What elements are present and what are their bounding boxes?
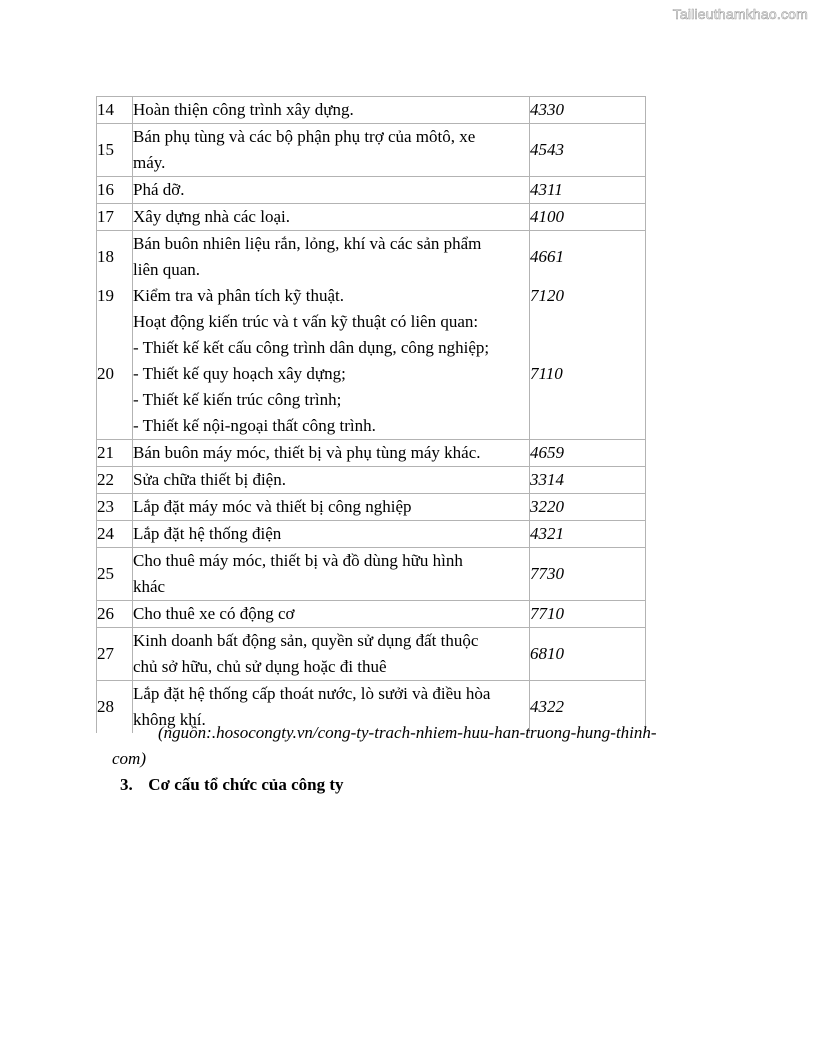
row-number: 21 (97, 440, 133, 467)
activity-line: Lắp đặt máy móc và thiết bị công nghiệp (133, 497, 412, 516)
row-number: 14 (97, 97, 133, 124)
activity-name (133, 231, 530, 284)
row-number: 24 (97, 521, 133, 548)
row-number: 16 (97, 177, 133, 204)
row-number: 22 (97, 467, 133, 494)
industry-code: 6810 (530, 628, 646, 681)
activity-line: Bán buôn nhiên liệu rắn, lỏng, khí và các sản phẩm (133, 234, 482, 253)
activity-line: Sửa chữa thiết bị điện. (133, 470, 286, 489)
activity-name (133, 309, 530, 440)
activity-line: Kiểm tra và phân tích kỹ thuật. (133, 286, 345, 305)
activity-line: chủ sở hữu, chủ sử dụng hoặc đi thuê (133, 657, 387, 676)
activity-name (133, 521, 530, 548)
table-row (97, 440, 646, 467)
industry-code: 4330 (530, 97, 646, 124)
activity-line: Lắp đặt hệ thống cấp thoát nước, lò sưởi và điều hòa (133, 684, 491, 703)
industry-code: 4659 (530, 440, 646, 467)
row-number: 27 (97, 628, 133, 681)
business-activities-table (96, 96, 646, 733)
activity-line: - Thiết kế kết cấu công trình dân dụng, công nghiệp; (133, 338, 490, 357)
watermark: Tailieuthamkhao.com (672, 6, 808, 22)
industry-code: 7730 (530, 548, 646, 601)
table-row (97, 521, 646, 548)
activity-name (133, 283, 530, 309)
activity-line: máy. (133, 153, 166, 172)
activity-name (133, 440, 530, 467)
table-row (97, 124, 646, 177)
table-row (97, 97, 646, 124)
table-row (97, 601, 646, 628)
table-row (97, 177, 646, 204)
table-row (97, 467, 646, 494)
industry-code: 3314 (530, 467, 646, 494)
industry-code: 4100 (530, 204, 646, 231)
section-number: 3. (120, 775, 133, 794)
activity-name (133, 177, 530, 204)
row-number: 23 (97, 494, 133, 521)
activity-line: Kinh doanh bất động sản, quyền sử dụng đất thuộc (133, 631, 479, 650)
activity-line: liên quan. (133, 260, 201, 279)
row-number: 28 (97, 681, 133, 734)
industry-code: 3220 (530, 494, 646, 521)
activity-name (133, 97, 530, 124)
activity-line: Phá dỡ. (133, 180, 185, 199)
row-number: 18 (97, 231, 133, 284)
activity-line: Bán phụ tùng và các bộ phận phụ trợ của môtô, xe (133, 127, 476, 146)
activity-line: - Thiết kế quy hoạch xây dựng; (133, 364, 346, 383)
activity-line: - Thiết kế nội-ngoại thất công trình. (133, 416, 376, 435)
row-number: 15 (97, 124, 133, 177)
activity-name (133, 628, 530, 681)
industry-code: 4321 (530, 521, 646, 548)
activity-line: Bán buôn máy móc, thiết bị và phụ tùng máy khác. (133, 443, 481, 462)
activity-name (133, 124, 530, 177)
table-row (97, 309, 646, 440)
industry-code: 4322 (530, 681, 646, 734)
row-number: 26 (97, 601, 133, 628)
activity-line: Cho thuê máy móc, thiết bị và đồ dùng hữu hình (133, 551, 463, 570)
row-number: 19 (97, 283, 133, 309)
row-number: 25 (97, 548, 133, 601)
table-row (97, 548, 646, 601)
source-line-2: com) (112, 749, 146, 768)
activity-line: Hoàn thiện công trình xây dựng. (133, 100, 354, 119)
activity-name (133, 204, 530, 231)
activity-line: Hoạt động kiến trúc và t vấn kỹ thuật có liên quan: (133, 312, 479, 331)
activity-name (133, 601, 530, 628)
industry-code: 7110 (530, 309, 646, 440)
table-row (97, 628, 646, 681)
row-number: 17 (97, 204, 133, 231)
industry-code: 4661 (530, 231, 646, 284)
source-line-1: (nguồn:.hosocongty.vn/cong-ty-trach-nhiem-huu-han-truong-hung-thinh- (158, 723, 657, 742)
industry-code: 7710 (530, 601, 646, 628)
activity-name (133, 548, 530, 601)
industry-code: 7120 (530, 283, 646, 309)
section-heading (120, 772, 344, 798)
table-row (97, 283, 646, 309)
industry-code: 4311 (530, 177, 646, 204)
activity-name (133, 467, 530, 494)
activity-line: không khí. (133, 710, 206, 729)
activity-line: - Thiết kế kiến trúc công trình; (133, 390, 342, 409)
source-note (112, 720, 712, 772)
activity-line: Xây dựng nhà các loại. (133, 207, 290, 226)
activity-line: Lắp đặt hệ thống điện (133, 524, 282, 543)
table-row (97, 231, 646, 284)
table-row (97, 204, 646, 231)
section-title: Cơ cấu tổ chức của công ty (148, 775, 344, 794)
industry-code: 4543 (530, 124, 646, 177)
row-number: 20 (97, 309, 133, 440)
activity-line: khác (133, 577, 166, 596)
activity-line: Cho thuê xe có động cơ (133, 604, 295, 623)
table-body (97, 97, 646, 734)
table-row (97, 494, 646, 521)
activity-name (133, 494, 530, 521)
